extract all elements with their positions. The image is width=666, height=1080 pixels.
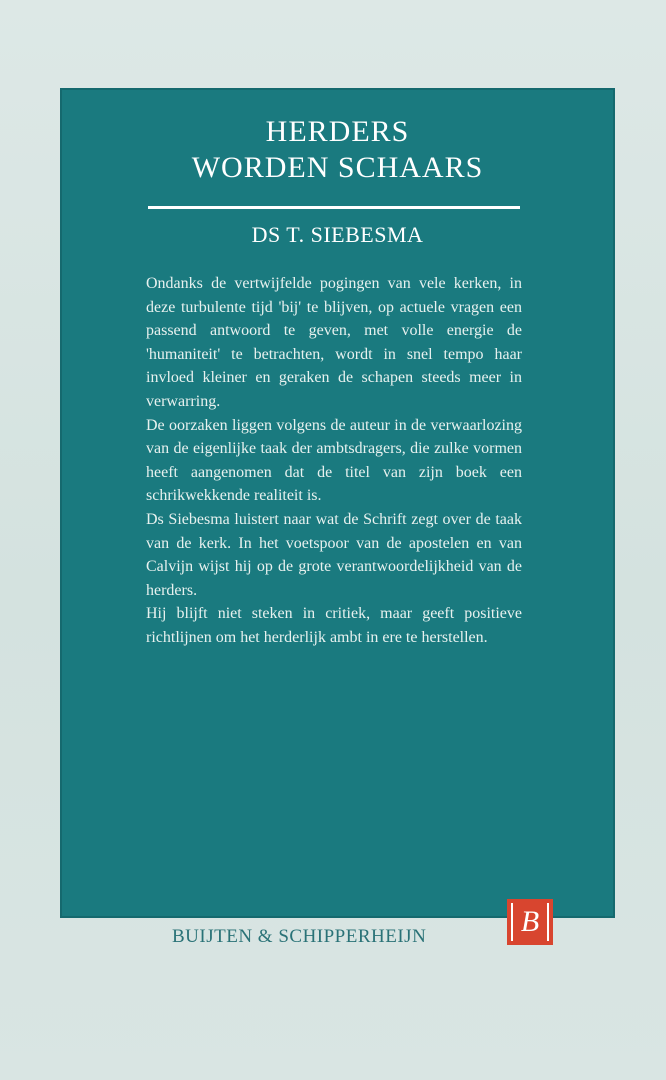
publisher-name: BUIJTEN & SCHIPPERHEIJN xyxy=(172,926,427,947)
blurb-paragraph: De oorzaken liggen volgens de auteur in de verwaarlozing van de eigenlijke taak der ambtsdragers, die zulke vormen heeft aangenomen dat de titel van zijn boek een schrikwekkende realiteit is. xyxy=(146,416,522,505)
book-title xyxy=(60,114,615,186)
title-line-2: WORDEN SCHAARS xyxy=(191,151,484,184)
title-divider xyxy=(148,206,520,209)
teal-panel xyxy=(60,88,615,918)
blurb-paragraph: Hij blijft niet steken in critiek, maar geeft positieve richtlijnen om het herderlijk ambt in ere te herstellen. xyxy=(146,605,522,646)
blurb-paragraph: Ondanks de vertwijfelde pogingen van vele kerken, in deze turbulente tijd 'bij' te blijven, op actuele vragen een passend antwoord te geven, met volle energie de 'humaniteit' te betrachten, wordt in snel tempo haar invloed kleiner en geraken de schapen steeds meer in verwarring. xyxy=(146,275,522,410)
blurb xyxy=(146,272,522,650)
logo-letter: B xyxy=(511,903,549,941)
publisher-logo xyxy=(507,899,553,945)
blurb-paragraph: Ds Siebesma luistert naar wat de Schrift zegt over de taak van de kerk. In het voetspoor van de apostelen en van Calvijn wijst hij op de grote verantwoordelijkheid van de herders. xyxy=(146,510,522,599)
author-name: DS T. SIEBESMA xyxy=(251,222,424,247)
title-line-1: HERDERS xyxy=(265,115,410,148)
